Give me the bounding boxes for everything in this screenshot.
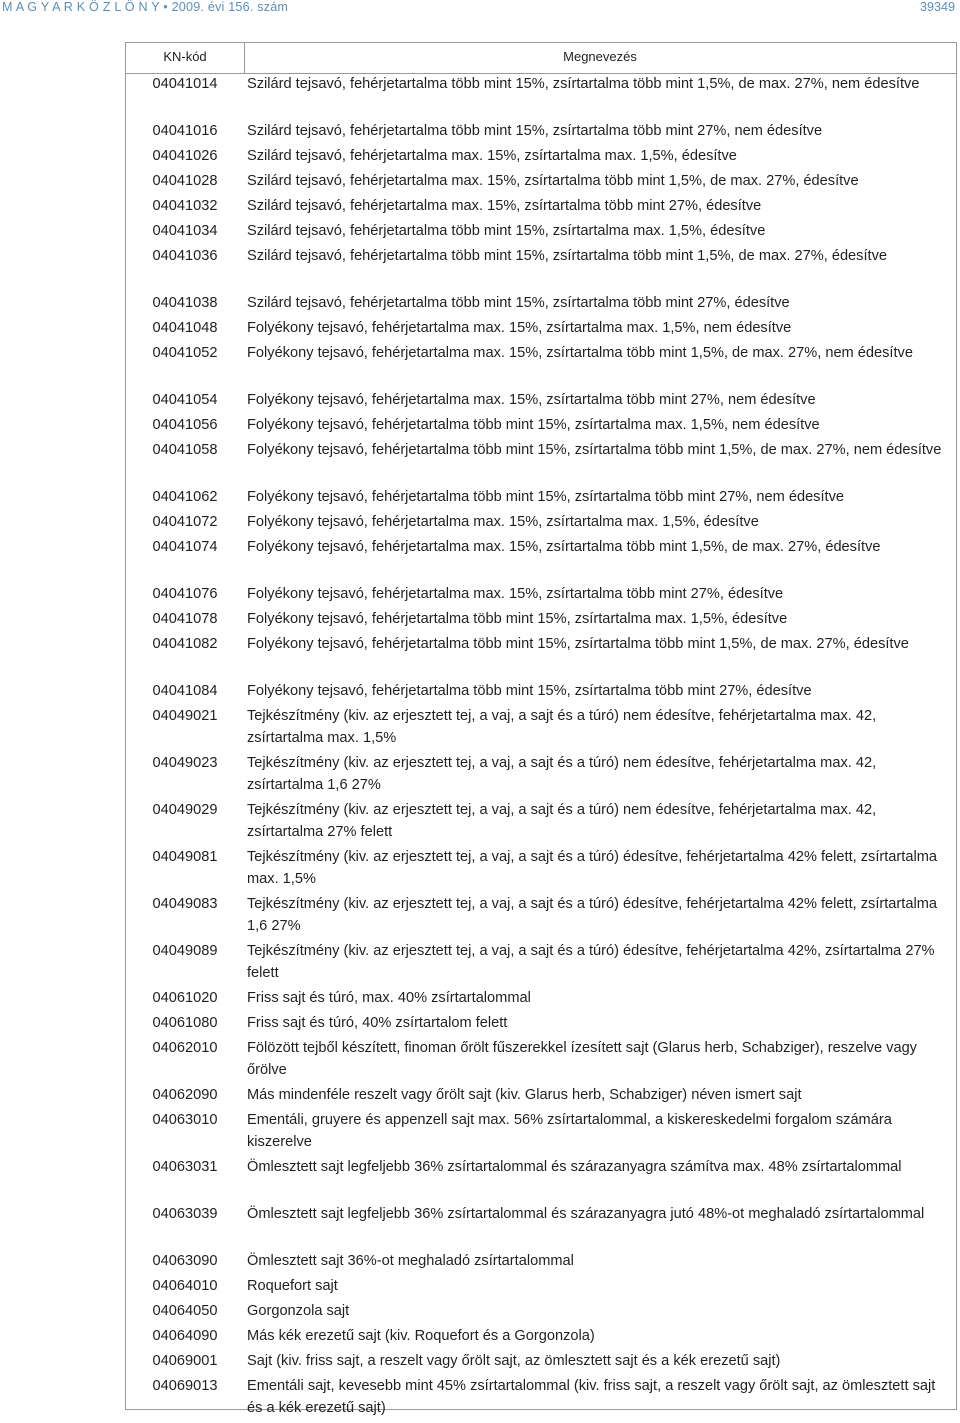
row-code: 04063039 [152, 1206, 218, 1222]
row-code: 04049023 [152, 755, 218, 771]
page-header [0, 0, 960, 26]
row-description: Ementáli sajt, kevesebb mint 45% zsírtartalommal (kiv. friss sajt, a reszelt vagy őrölt sajt, az ömlesztett sajt és a kék erezetű sajt) [247, 1378, 936, 1416]
table-row [126, 146, 956, 171]
table-row [126, 1204, 956, 1251]
row-code: 04041028 [152, 173, 218, 189]
row-description: Folyékony tejsavó, fehérjetartalma több mint 15%, zsírtartalma több mint 27%, édesítve [247, 683, 812, 699]
table-row [126, 988, 956, 1013]
table-row [126, 753, 956, 800]
row-code: 04041048 [152, 320, 218, 336]
row-description: Folyékony tejsavó, fehérjetartalma max. 15%, zsírtartalma több mint 1,5%, de max. 27%, édesítve [247, 539, 881, 555]
table-row [126, 221, 956, 246]
row-code: 04041056 [152, 417, 218, 433]
row-description: Friss sajt és túró, 40% zsírtartalom felett [247, 1015, 508, 1031]
row-description: Friss sajt és túró, max. 40% zsírtartalommal [247, 990, 531, 1006]
row-code: 04064090 [152, 1328, 218, 1344]
row-description: Folyékony tejsavó, fehérjetartalma több mint 15%, zsírtartalma több mint 1,5%, de max. 27%, édesítve [247, 636, 909, 652]
table-row [126, 1276, 956, 1301]
row-code: 04049089 [152, 943, 218, 959]
row-code: 04041072 [152, 514, 218, 530]
table-row [126, 584, 956, 609]
row-code: 04041084 [152, 683, 218, 699]
row-description: Folyékony tejsavó, fehérjetartalma max. 15%, zsírtartalma max. 1,5%, nem édesítve [247, 320, 792, 336]
row-code: 04041036 [152, 248, 218, 264]
row-code: 04061080 [152, 1015, 218, 1031]
row-description: Folyékony tejsavó, fehérjetartalma több mint 15%, zsírtartalma több mint 1,5%, de max. 27%, nem édesítve [247, 442, 942, 458]
row-code: 04069013 [152, 1378, 218, 1394]
column-header-code: KN-kód [163, 49, 207, 64]
row-description: Tejkészítmény (kiv. az erjesztett tej, a vaj, a sajt és a túró) nem édesítve, fehérjetartalma max. 42, zsírtartalma 1,6 27% [247, 755, 877, 793]
table-body [126, 74, 956, 1423]
table-row [126, 800, 956, 847]
row-description: Folyékony tejsavó, fehérjetartalma max. 15%, zsírtartalma több mint 27%, nem édesítve [247, 392, 816, 408]
row-description: Roquefort sajt [247, 1278, 338, 1294]
row-code: 04064050 [152, 1303, 218, 1319]
table-row [126, 1301, 956, 1326]
table-row [126, 681, 956, 706]
table-row [126, 847, 956, 894]
row-code: 04041032 [152, 198, 218, 214]
table-row [126, 1038, 956, 1085]
table-row [126, 440, 956, 487]
row-code: 04041074 [152, 539, 218, 555]
table-row [126, 1376, 956, 1423]
table-row [126, 941, 956, 988]
journal-title: M A G Y A R K Ö Z L Ö N Y • 2009. évi 156. szám [2, 0, 289, 14]
row-code: 04041058 [152, 442, 218, 458]
table-row [126, 196, 956, 221]
row-code: 04049081 [152, 849, 218, 865]
table-row [126, 894, 956, 941]
row-code: 04041016 [152, 123, 218, 139]
row-code: 04041076 [152, 586, 218, 602]
table-row [126, 171, 956, 196]
row-description: Folyékony tejsavó, fehérjetartalma több mint 15%, zsírtartalma max. 1,5%, édesítve [247, 611, 788, 627]
row-code: 04041052 [152, 345, 218, 361]
table-row [126, 390, 956, 415]
table-row [126, 74, 956, 121]
row-code: 04062090 [152, 1087, 218, 1103]
row-description: Folyékony tejsavó, fehérjetartalma max. 15%, zsírtartalma több mint 1,5%, de max. 27%, nem édesítve [247, 345, 913, 361]
row-description: Folyékony tejsavó, fehérjetartalma max. 15%, zsírtartalma max. 1,5%, édesítve [247, 514, 759, 530]
row-description: Más kék erezetű sajt (kiv. Roquefort és a Gorgonzola) [247, 1328, 595, 1344]
row-code: 04041082 [152, 636, 218, 652]
row-code: 04041014 [152, 76, 218, 92]
row-code: 04049083 [152, 896, 218, 912]
table-row [126, 609, 956, 634]
row-code: 04041054 [152, 392, 218, 408]
table-row [126, 1085, 956, 1110]
row-description: Tejkészítmény (kiv. az erjesztett tej, a vaj, a sajt és a túró) édesítve, fehérjetartalma 42% felett, zsírtartalma 1,6 27% [247, 896, 937, 934]
row-code: 04041026 [152, 148, 218, 164]
row-description: Gorgonzola sajt [247, 1303, 350, 1319]
row-description: Tejkészítmény (kiv. az erjesztett tej, a vaj, a sajt és a túró) édesítve, fehérjetartalma 42%, zsírtartalma 27% felett [247, 943, 935, 981]
row-code: 04041038 [152, 295, 218, 311]
row-description: Szilárd tejsavó, fehérjetartalma max. 15%, zsírtartalma max. 1,5%, édesítve [247, 148, 737, 164]
row-description: Folyékony tejsavó, fehérjetartalma több mint 15%, zsírtartalma több mint 27%, nem édesítve [247, 489, 845, 505]
row-description: Más mindenféle reszelt vagy őrölt sajt (kiv. Glarus herb, Schabziger) néven ismert sajt [247, 1087, 802, 1103]
row-description: Ömlesztett sajt legfeljebb 36% zsírtartalommal és szárazanyagra számítva max. 48% zsírtartalommal [247, 1159, 902, 1175]
table-row [126, 318, 956, 343]
row-code: 04041062 [152, 489, 218, 505]
row-code: 04069001 [152, 1353, 218, 1369]
row-code: 04061020 [152, 990, 218, 1006]
table-row [126, 1251, 956, 1276]
row-description: Szilárd tejsavó, fehérjetartalma több mint 15%, zsírtartalma több mint 1,5%, de max. 27%, nem édesítve [247, 76, 920, 92]
row-description: Szilárd tejsavó, fehérjetartalma több mint 15%, zsírtartalma több mint 1,5%, de max. 27%, édesítve [247, 248, 887, 264]
row-code: 04062010 [152, 1040, 218, 1056]
row-code: 04049021 [152, 708, 218, 724]
table-row [126, 512, 956, 537]
table-row [126, 1157, 956, 1204]
row-description: Ömlesztett sajt legfeljebb 36% zsírtartalommal és szárazanyagra jutó 48%-ot meghaladó zsírtartalommal [247, 1206, 925, 1222]
row-code: 04041034 [152, 223, 218, 239]
column-header-name: Megnevezés [563, 49, 637, 64]
row-description: Tejkészítmény (kiv. az erjesztett tej, a vaj, a sajt és a túró) édesítve, fehérjetartalma 42% felett, zsírtartalma max. 1,5% [247, 849, 937, 887]
row-description: Fölözött tejből készített, finoman őrölt fűszerekkel ízesített sajt (Glarus herb, Schabziger), reszelve vagy őrölve [247, 1040, 917, 1078]
row-description: Szilárd tejsavó, fehérjetartalma több mint 15%, zsírtartalma max. 1,5%, édesítve [247, 223, 766, 239]
row-description: Folyékony tejsavó, fehérjetartalma több mint 15%, zsírtartalma max. 1,5%, nem édesítve [247, 417, 820, 433]
page-number: 39349 [919, 0, 955, 14]
row-description: Tejkészítmény (kiv. az erjesztett tej, a vaj, a sajt és a túró) nem édesítve, fehérjetartalma max. 42, zsírtartalma 27% felett [247, 802, 877, 840]
table-row [126, 1326, 956, 1351]
row-code: 04063010 [152, 1112, 218, 1128]
row-description: Ömlesztett sajt 36%-ot meghaladó zsírtartalommal [247, 1253, 574, 1269]
table-row [126, 343, 956, 390]
row-description: Folyékony tejsavó, fehérjetartalma max. 15%, zsírtartalma több mint 27%, édesítve [247, 586, 784, 602]
row-description: Szilárd tejsavó, fehérjetartalma max. 15%, zsírtartalma több mint 1,5%, de max. 27%, édesítve [247, 173, 859, 189]
table-row [126, 415, 956, 440]
table-row [126, 1013, 956, 1038]
table-row [126, 537, 956, 584]
table-row [126, 1351, 956, 1376]
table-header [126, 43, 956, 73]
table-row [126, 293, 956, 318]
row-description: Szilárd tejsavó, fehérjetartalma max. 15%, zsírtartalma több mint 27%, édesítve [247, 198, 762, 214]
table-row [126, 121, 956, 146]
row-description: Sajt (kiv. friss sajt, a reszelt vagy őrölt sajt, az ömlesztett sajt és a kék erezetű sajt) [247, 1353, 781, 1369]
row-code: 04063031 [152, 1159, 218, 1175]
table-row [126, 487, 956, 512]
row-code: 04063090 [152, 1253, 218, 1269]
row-description: Tejkészítmény (kiv. az erjesztett tej, a vaj, a sajt és a túró) nem édesítve, fehérjetartalma max. 42, zsírtartalma max. 1,5% [247, 708, 877, 746]
row-code: 04041078 [152, 611, 218, 627]
row-code: 04064010 [152, 1278, 218, 1294]
row-description: Szilárd tejsavó, fehérjetartalma több mint 15%, zsírtartalma több mint 27%, nem édesítve [247, 123, 823, 139]
row-description: Ementáli, gruyere és appenzell sajt max. 56% zsírtartalommal, a kiskereskedelmi forgalom számára kiszerelve [247, 1112, 892, 1150]
table-row [126, 1110, 956, 1157]
table-row [126, 706, 956, 753]
tariff-table [125, 42, 957, 1416]
table-row [126, 246, 956, 293]
row-description: Szilárd tejsavó, fehérjetartalma több mint 15%, zsírtartalma több mint 27%, édesítve [247, 295, 790, 311]
row-code: 04049029 [152, 802, 218, 818]
table-row [126, 634, 956, 681]
